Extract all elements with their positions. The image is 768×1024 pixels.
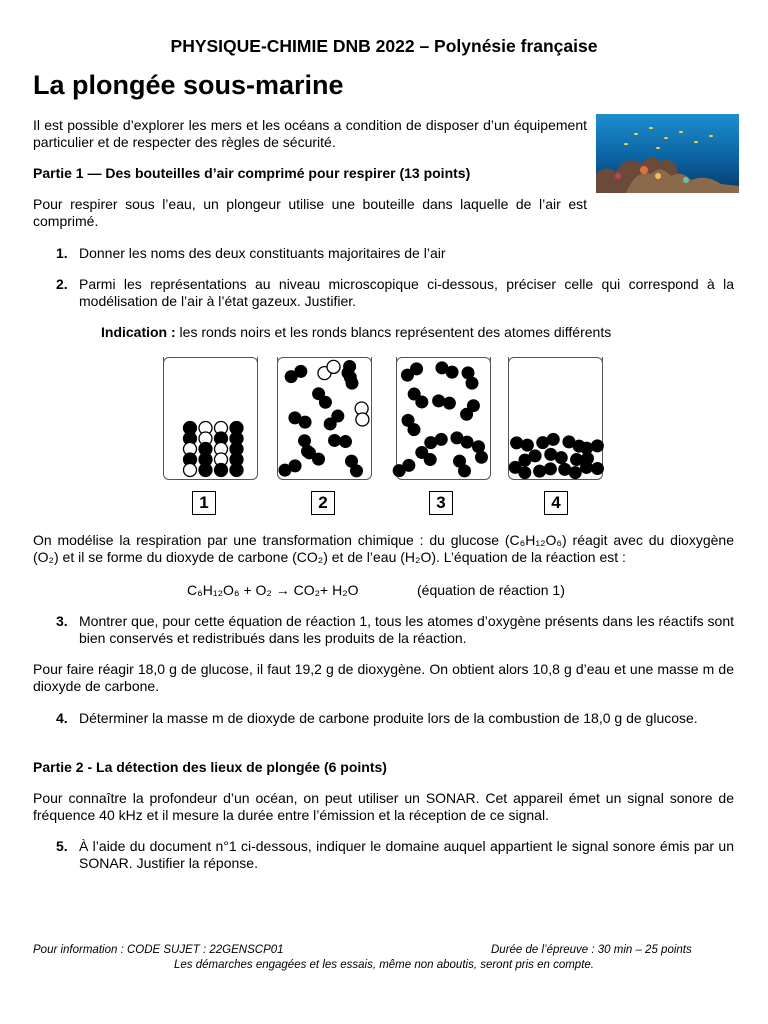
footer-duration: Durée de l’épreuve : 30 min – 25 points	[491, 944, 692, 956]
black-atom	[435, 361, 448, 374]
black-atom	[570, 453, 583, 466]
black-atom	[450, 431, 463, 444]
white-atom	[327, 360, 340, 373]
question-5	[56, 838, 734, 872]
black-atom	[301, 445, 314, 458]
black-atom	[299, 416, 312, 429]
part2-paragraph: Pour connaître la profondeur d’un océan, on peut utiliser un SONAR. Cet appareil émet un signal sonore de fréquence 40 kHz et il mesure la durée entre l’émission et la réception de ce signal.	[33, 790, 734, 823]
question-2	[56, 276, 734, 310]
black-atom	[424, 436, 437, 449]
black-atom	[475, 451, 488, 464]
black-atom	[278, 464, 291, 477]
black-atom	[591, 462, 604, 475]
white-atom	[199, 422, 212, 435]
figure-label-1: 1	[192, 491, 216, 515]
figure-label-2: 2	[311, 491, 335, 515]
document-header: PHYSIQUE-CHIMIE DNB 2022 – Polynésie française	[170, 36, 598, 56]
black-atom	[521, 439, 534, 452]
black-atom	[331, 410, 344, 423]
black-atom	[446, 366, 459, 379]
black-atom	[344, 371, 357, 384]
black-atom	[350, 464, 363, 477]
question-text: Parmi les représentations au niveau microscopique ci-dessous, préciser celle qui correspond à la modélisation de l’air à l’état gazeux. Justifier.	[79, 276, 734, 309]
question-1	[56, 245, 734, 262]
figure-label-3: 3	[429, 491, 453, 515]
figure-label-4: 4	[544, 491, 568, 515]
black-atom	[184, 422, 197, 435]
black-atom	[558, 463, 571, 476]
black-atom	[401, 369, 414, 382]
question-number: 5.	[56, 838, 68, 854]
indication	[101, 324, 611, 340]
black-atom	[303, 446, 316, 459]
black-atom	[345, 377, 358, 390]
black-atom	[328, 434, 341, 447]
question-3	[56, 613, 734, 647]
question-number: 4.	[56, 710, 68, 726]
black-atom	[230, 443, 243, 456]
black-atom	[462, 366, 475, 379]
black-atom	[432, 394, 445, 407]
part2-title: Partie 2 - La détection des lieux de plongée (6 points)	[33, 759, 387, 775]
black-atom	[509, 461, 522, 474]
black-atom	[460, 408, 473, 421]
black-atom	[435, 433, 448, 446]
black-atom	[199, 443, 212, 456]
black-atom	[339, 435, 352, 448]
black-atom	[408, 388, 421, 401]
question-text: Donner les noms des deux constituants majoritaires de l’air	[79, 245, 446, 261]
black-atom	[215, 432, 228, 445]
black-atom	[472, 440, 485, 453]
footer-code: Pour information : CODE SUJET : 22GENSCP01	[33, 944, 284, 956]
black-atom	[467, 399, 480, 412]
black-atom	[424, 453, 437, 466]
black-atom	[230, 422, 243, 435]
black-atom	[510, 436, 523, 449]
black-atom	[555, 451, 568, 464]
black-atom	[199, 464, 212, 477]
mass-paragraph: Pour faire réagir 18,0 g de glucose, il faut 19,2 g de dioxygène. On obtient alors 10,8 g d’eau et une masse m de dioxyde de carbone.	[33, 661, 734, 694]
container-2	[277, 357, 372, 480]
black-atom	[215, 464, 228, 477]
black-atom	[458, 464, 471, 477]
black-atom	[402, 459, 415, 472]
intro-paragraph: Il est possible d’explorer les mers et les océans a condition de disposer d’un équipement particulier et de respecter des règles de sécurité.	[33, 117, 587, 150]
question-number: 1.	[56, 245, 68, 261]
white-atom	[184, 443, 197, 456]
question-text: À l’aide du document n°1 ci-dessous, indiquer le domaine auquel appartient le signal sonore émis par un SONAR. Justifier la réponse.	[79, 838, 734, 871]
question-number: 2.	[56, 276, 68, 292]
black-atom	[199, 453, 212, 466]
black-atom	[573, 440, 586, 453]
black-atom	[580, 461, 593, 474]
white-atom	[356, 413, 369, 426]
black-atom	[415, 395, 428, 408]
question-number: 3.	[56, 613, 68, 629]
black-atom	[393, 464, 406, 477]
black-atom	[529, 449, 542, 462]
part1-title: Partie 1 — Des bouteilles d’air comprimé pour respirer (13 points)	[33, 165, 471, 181]
black-atom	[342, 366, 355, 379]
question-text: Montrer que, pour cette équation de réaction 1, tous les atomes d’oxygène présents dans les réactifs sont bien conservés et redistribués dans les produits de la réaction.	[79, 613, 734, 646]
black-atom	[285, 370, 298, 383]
model-paragraph: On modélise la respiration par une transformation chimique : du glucose (C₆H₁₂O₆) réagit avec du dioxygène (O₂) et il se forme du dioxyde de carbone (CO₂) et de l’eau (H₂O). L’équation de la réaction est :	[33, 532, 734, 565]
container-3	[396, 357, 491, 480]
white-atom	[184, 464, 197, 477]
black-atom	[544, 448, 557, 461]
black-atom	[312, 453, 325, 466]
black-atom	[298, 434, 311, 447]
black-atom	[533, 465, 546, 478]
white-atom	[215, 453, 228, 466]
black-atom	[230, 464, 243, 477]
indication-label: Indication :	[101, 324, 176, 340]
black-atom	[319, 396, 332, 409]
black-atom	[294, 365, 307, 378]
black-atom	[562, 435, 575, 448]
question-text: Déterminer la masse m de dioxyde de carbone produite lors de la combustion de 18,0 g de glucose.	[79, 710, 698, 726]
part1-paragraph: Pour respirer sous l’eau, un plongeur utilise une bouteille dans laquelle de l’air est comprimé.	[33, 196, 587, 229]
black-atom	[184, 432, 197, 445]
black-atom	[289, 459, 302, 472]
question-4	[56, 710, 734, 727]
black-atom	[518, 454, 531, 467]
black-atom	[324, 417, 337, 430]
underwater-reef-photo	[596, 114, 739, 193]
black-atom	[581, 452, 594, 465]
white-atom	[215, 443, 228, 456]
equation-label: (équation de réaction 1)	[417, 582, 565, 598]
black-atom	[465, 377, 478, 390]
black-atom	[443, 397, 456, 410]
indication-text: les ronds noirs et les ronds blancs représentent des atomes différents	[175, 324, 612, 340]
black-atom	[312, 387, 325, 400]
black-atom	[518, 466, 531, 479]
container-1	[163, 357, 258, 480]
black-atom	[415, 446, 428, 459]
black-atom	[591, 439, 604, 452]
black-atom	[230, 432, 243, 445]
black-atom	[407, 423, 420, 436]
black-atom	[345, 455, 358, 468]
white-atom	[355, 402, 368, 415]
white-atom	[199, 432, 212, 445]
black-atom	[184, 453, 197, 466]
black-atom	[230, 453, 243, 466]
black-atom	[402, 414, 415, 427]
white-atom	[215, 422, 228, 435]
black-atom	[461, 436, 474, 449]
black-atom	[453, 455, 466, 468]
chemical-equation: C₆H₁₂O₆ + O₂ → CO₂+ H₂O	[187, 582, 359, 598]
black-atom	[410, 362, 423, 375]
black-atom	[544, 462, 557, 475]
black-atom	[547, 433, 560, 446]
black-atom	[569, 466, 582, 479]
page-title: La plongée sous-marine	[33, 70, 344, 100]
black-atom	[343, 360, 356, 373]
footer-note: Les démarches engagées et les essais, même non aboutis, seront pris en compte.	[174, 959, 594, 971]
black-atom	[288, 411, 301, 424]
container-4	[508, 357, 603, 480]
white-atom	[318, 367, 331, 380]
black-atom	[536, 436, 549, 449]
black-atom	[580, 442, 593, 455]
